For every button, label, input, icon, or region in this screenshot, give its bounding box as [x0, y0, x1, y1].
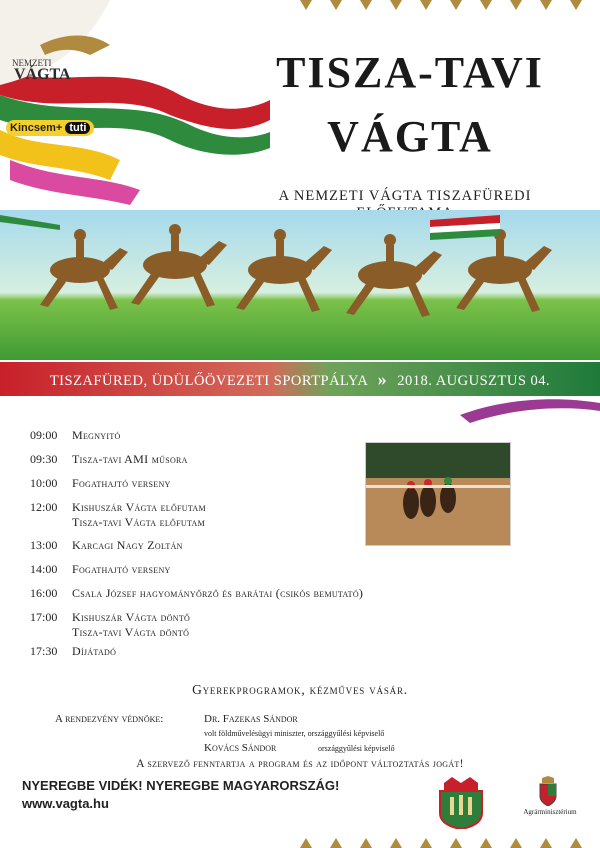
schedule-time: 10:00 — [30, 476, 58, 490]
kids-programs: Gyerekprogramok, kézműves vásár. — [192, 682, 408, 697]
double-arrow-icon: » — [377, 369, 388, 389]
schedule-time: 09:30 — [30, 452, 58, 466]
title-line-1: TISZA-TAVI — [276, 48, 544, 97]
schedule-event-second: Tisza-tavi Vágta előfutam — [72, 515, 205, 529]
sponsor-kincsem — [6, 120, 94, 136]
schedule-event: Kishuszár Vágta előfutam — [72, 500, 206, 514]
race-photo — [365, 442, 511, 546]
schedule-event: Díjátadó — [72, 644, 117, 658]
patron-name-1: Dr. Fazekas Sándor — [204, 713, 298, 725]
patron-role-1: volt földművelésügyi miniszter, országgyűlési képviselő — [204, 729, 385, 738]
schedule-event: Csala József hagyományőrző és barátai (csikós bemutató) — [72, 586, 364, 600]
title-line-2: VÁGTA — [327, 112, 493, 161]
patron-label: A rendezvény védnöke: — [55, 713, 164, 725]
page-title — [240, 48, 580, 162]
ministry-label: Agrárminisztérium — [523, 808, 577, 816]
town-coat-of-arms-icon — [432, 773, 490, 829]
logo-big-text: VÁGTA — [14, 66, 71, 83]
schedule-time: 17:30 — [30, 644, 58, 658]
schedule-event: Kishuszár Vágta döntő — [72, 610, 191, 624]
schedule-time: 09:00 — [30, 428, 58, 442]
disclaimer: A szervező fenntartja a program és az időpont változtatás jogát! — [136, 758, 464, 770]
schedule-time: 13:00 — [30, 538, 58, 552]
logo-ribbon-graphic — [0, 0, 270, 210]
bottom-diamond-border — [0, 834, 600, 848]
schedule-event-second: Tisza-tavi Vágta döntő — [72, 625, 190, 639]
footer-slogan: NYEREGBE VIDÉK! NYEREGBE MAGYARORSZÁG! — [22, 778, 340, 793]
patron-role-2: országgyűlési képviselő — [318, 744, 395, 753]
subtitle: A NEMZETI VÁGTA TISZAFÜREDI — [278, 188, 532, 204]
schedule-event: Tisza-tavi AMI műsora — [72, 452, 188, 466]
schedule-time: 17:00 — [30, 610, 58, 624]
sponsor-kincsem-label: Kincsem+ — [10, 122, 63, 134]
info-bar — [0, 369, 600, 390]
schedule-event: Fogathajtó verseny — [72, 562, 171, 576]
schedule-time: 16:00 — [30, 586, 58, 600]
schedule-time: 14:00 — [30, 562, 58, 576]
logo-small-text: NEMZETI — [12, 58, 52, 68]
patron-name-2: Kovács Sándor — [204, 742, 277, 754]
schedule-event: Fogathajtó verseny — [72, 476, 171, 490]
footer-url[interactable]: www.vagta.hu — [22, 796, 109, 811]
horse-race-banner — [0, 210, 600, 360]
event-date: 2018. AUGUSZTUS 04. — [397, 373, 551, 389]
schedule-time: 12:00 — [30, 500, 58, 514]
schedule-event: Megnyitó — [72, 428, 121, 442]
sponsor-tuti-label: tuti — [65, 122, 90, 134]
event-location: TISZAFÜRED, ÜDÜLŐÖVEZETI SPORTPÁLYA — [49, 373, 368, 389]
ribbon-decoration — [460, 395, 600, 425]
ministry-crest-icon — [537, 776, 559, 806]
schedule-event: Karcagi Nagy Zoltán — [72, 538, 183, 552]
